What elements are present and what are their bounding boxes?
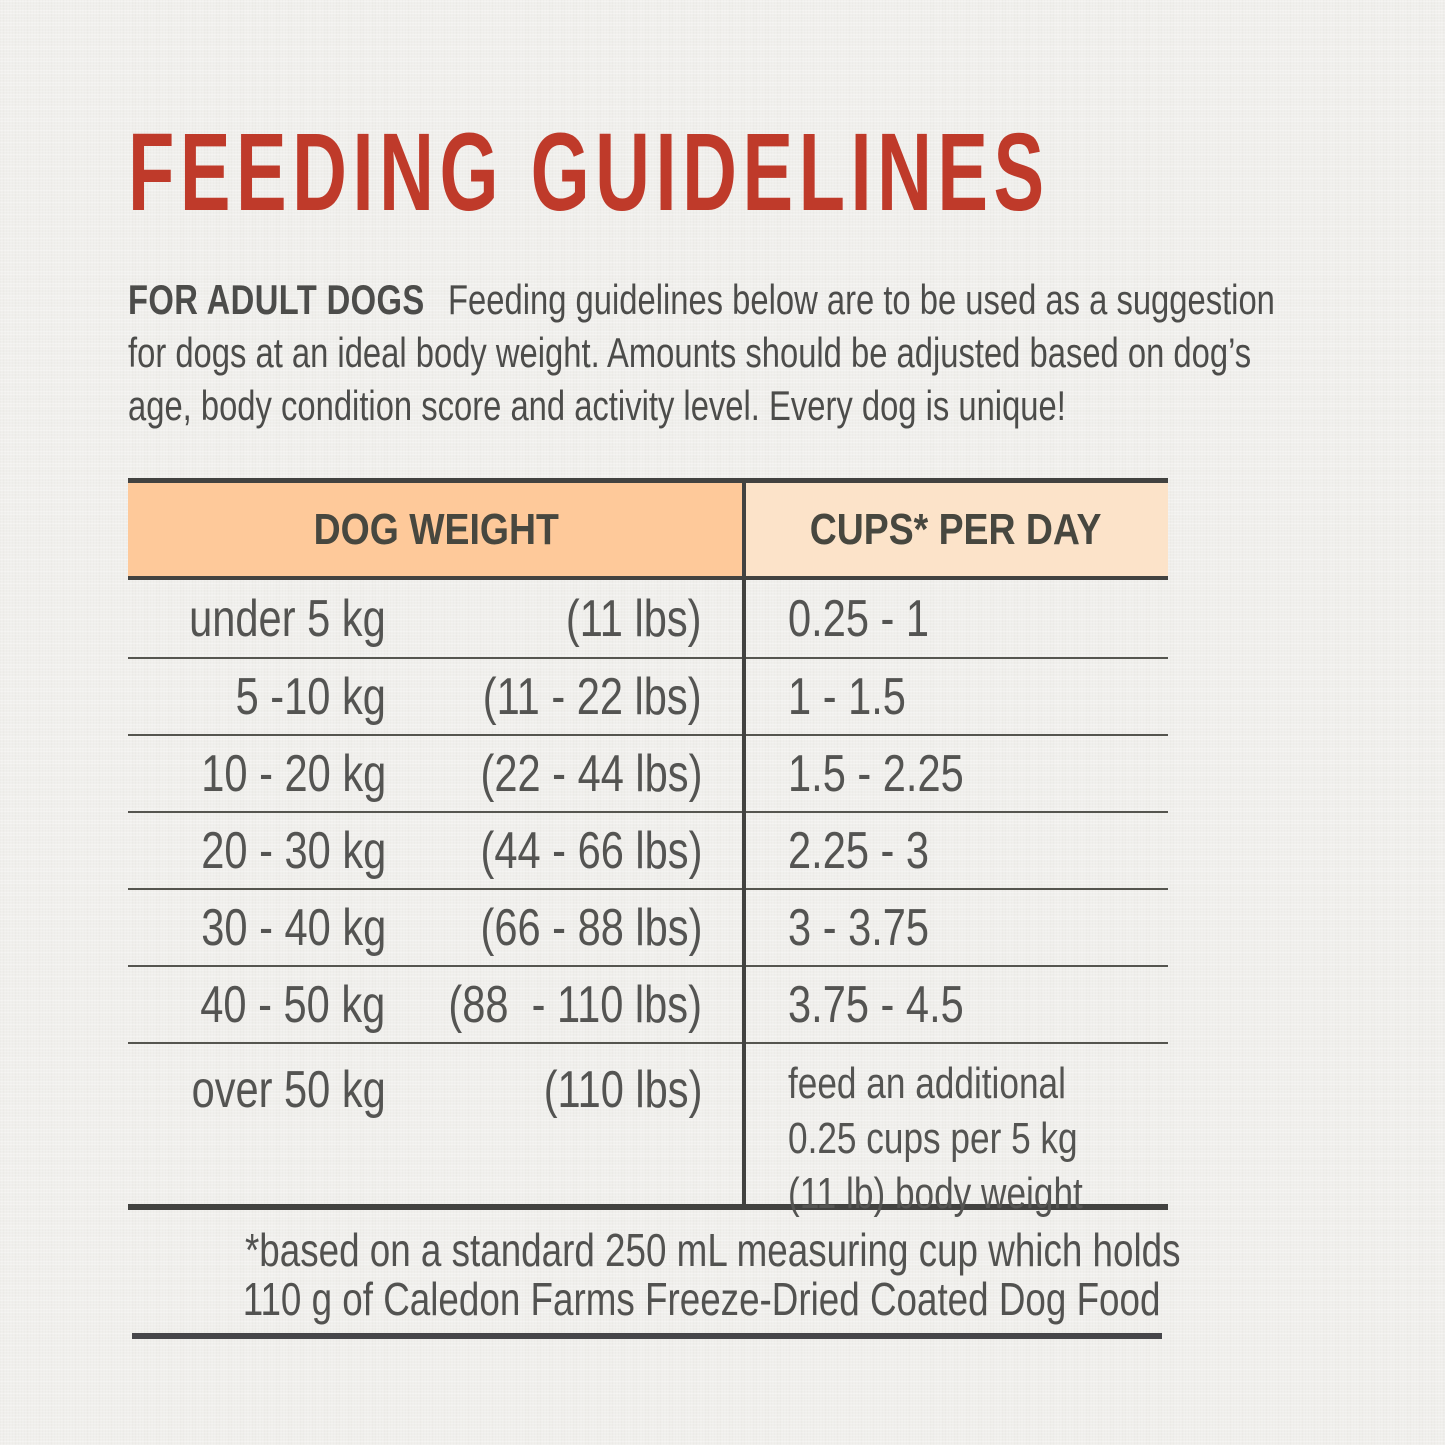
weight-cell — [128, 975, 744, 1035]
header-cups-per-day-label: CUPS* PER DAY — [810, 504, 1102, 554]
header-cups-per-day — [744, 483, 1168, 576]
weight-cell — [128, 898, 744, 958]
weight-cell — [128, 589, 744, 649]
column-divider — [742, 483, 746, 1204]
weight-kg-value: 30 - 40 kg — [200, 898, 386, 957]
table-header-row — [128, 483, 1168, 580]
table-row-5-10kg — [128, 657, 1168, 734]
bottom-rule — [132, 1333, 1162, 1339]
cups-value: 1.5 - 2.25 — [788, 744, 964, 803]
feeding-guidelines-table — [128, 478, 1168, 1218]
footnote-line-1: *based on a standard 250 mL measuring cup which holds — [244, 1224, 1181, 1276]
footnote — [128, 1224, 1181, 1339]
page-title — [128, 111, 1445, 234]
intro-paragraph — [128, 273, 1445, 432]
table-row-10-20kg — [128, 734, 1168, 811]
weight-cell — [128, 667, 744, 727]
weight-kg-value: over 50 kg — [191, 1061, 386, 1119]
table-row-over-50kg — [128, 1042, 1168, 1218]
intro-line-1 — [128, 273, 1275, 326]
weight-lbs-value: (22 - 44 lbs) — [480, 744, 702, 803]
cups-cell — [744, 1044, 1168, 1221]
cups-value: 3 - 3.75 — [788, 898, 930, 957]
cups-note-line-2: 0.25 cups per 5 kg — [788, 1114, 1078, 1163]
weight-lbs-value: (110 lbs) — [543, 1061, 702, 1119]
weight-lbs-value: (88 - 110 lbs) — [448, 975, 702, 1034]
intro-line-1-text: Feeding guidelines below are to be used as a suggestion — [448, 276, 1275, 323]
weight-kg-value: 10 - 20 kg — [200, 744, 386, 803]
table-row-40-50kg — [128, 965, 1168, 1042]
cups-cell — [744, 589, 1168, 649]
cups-cell — [744, 975, 1168, 1035]
cups-cell — [744, 821, 1168, 881]
weight-kg-value: under 5 kg — [189, 589, 386, 648]
intro-line-2: for dogs at an ideal body weight. Amounts should be adjusted based on dog’s — [128, 329, 1252, 376]
header-dog-weight-label: DOG WEIGHT — [313, 504, 559, 554]
weight-lbs-value: (11 - 22 lbs) — [483, 667, 702, 726]
weight-lbs-value: (66 - 88 lbs) — [480, 898, 702, 957]
cups-value: 0.25 - 1 — [788, 589, 930, 648]
table-row-30-40kg — [128, 888, 1168, 965]
cups-value: 2.25 - 3 — [788, 821, 930, 880]
header-dog-weight — [128, 483, 744, 576]
cups-cell — [744, 898, 1168, 958]
intro-lead: FOR ADULT DOGS — [128, 276, 425, 323]
cups-note-line-3: (11 lb) body weight — [788, 1169, 1083, 1218]
weight-lbs-value: (11 lbs) — [566, 589, 702, 648]
weight-cell — [128, 821, 744, 881]
cups-cell — [744, 667, 1168, 727]
weight-lbs-value: (44 - 66 lbs) — [480, 821, 702, 880]
table-row-20-30kg — [128, 811, 1168, 888]
intro-line-3: age, body condition score and activity level. Every dog is unique! — [128, 382, 1066, 429]
cups-cell — [744, 744, 1168, 804]
cups-value: 1 - 1.5 — [788, 667, 906, 726]
cups-note-line-1: feed an additional — [788, 1059, 1066, 1108]
footnote-line-2: 110 g of Caledon Farms Freeze-Dried Coated Dog Food — [242, 1273, 1161, 1325]
weight-kg-value: 5 -10 kg — [235, 667, 386, 726]
cups-value: 3.75 - 4.5 — [788, 975, 964, 1034]
weight-kg-value: 20 - 30 kg — [200, 821, 386, 880]
weight-cell — [128, 744, 744, 804]
weight-cell — [128, 1044, 744, 1120]
page-title-text: FEEDING GUIDELINES — [128, 111, 1050, 234]
table-row-under-5kg — [128, 580, 1168, 657]
weight-kg-value: 40 - 50 kg — [200, 975, 386, 1034]
